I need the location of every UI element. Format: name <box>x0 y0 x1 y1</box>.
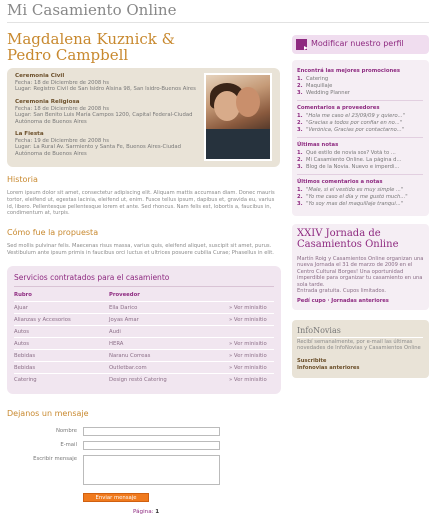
promo-item[interactable]: 1. Catering <box>297 76 329 82</box>
infonovias-divider <box>297 337 423 338</box>
note-item[interactable]: 3. Blog de la Novia. Nuevo e imperdi... <box>297 164 400 170</box>
pagination-label: Página: <box>133 509 154 515</box>
table-row <box>14 325 274 337</box>
jornada-entry: Entrada gratuita. Cupos limitados. <box>297 288 387 295</box>
notes-heading[interactable]: Últimas notas <box>297 142 339 148</box>
table-row <box>14 349 274 361</box>
message-field[interactable] <box>83 455 220 485</box>
couple-name-line2: Pedro Campbell <box>7 46 129 64</box>
minisitio-link[interactable]: » Ver minisitio <box>229 317 267 323</box>
infonovias-text: Recibí semanalmente, por e-mail las últimas novedades de InfoNovias y Casamientos Online <box>297 339 421 352</box>
events-panel <box>7 68 280 167</box>
event-title: Ceremonia Civil <box>15 73 65 79</box>
page-number[interactable]: 1 <box>155 509 160 515</box>
email-label: E-mail <box>60 442 77 448</box>
infonovias-links <box>297 358 360 372</box>
site-title[interactable]: Mi Casamiento Online <box>7 1 177 19</box>
pagination <box>133 509 159 515</box>
event-religiosa <box>15 99 192 126</box>
rubro-cell: Alianzas y Accesorios <box>14 317 71 323</box>
rubro-cell: Bebidas <box>14 353 36 359</box>
sidebar-divider <box>297 100 423 101</box>
jornada-title[interactable]: XXIV Jornada de Casamientos Online <box>297 228 399 250</box>
link-separator: · <box>325 298 332 304</box>
comment-item[interactable]: 1. "Hola me caso el 23/09/09 y quiero..." <box>297 113 405 119</box>
name-field[interactable] <box>83 427 220 436</box>
promo-item[interactable]: 3. Wedding Planner <box>297 90 350 96</box>
propuesta-heading: Cómo fue la propuesta <box>7 228 99 237</box>
col-proveedor-header: Proveedor <box>109 292 140 298</box>
note-comments-heading[interactable]: Últimos comentarios a notas <box>297 179 383 185</box>
couple-name <box>7 31 207 63</box>
event-place-cont: Autónoma de Buenos Aires <box>15 119 87 126</box>
email-field[interactable] <box>83 441 220 450</box>
title-divider <box>7 22 429 23</box>
proveedor-link[interactable]: Outletbar.com <box>109 365 147 371</box>
name-label: Nombre <box>55 428 77 434</box>
proveedor-link[interactable]: Joyas Amar <box>109 317 139 323</box>
note-comment-item[interactable]: 1. "Male, si el vestido es muy simple ..." <box>297 187 404 193</box>
table-row <box>14 373 274 385</box>
play-arrow-icon <box>296 39 307 50</box>
jornada-text: Martín Roig y Casamientos Online organizan una nueva Jornada el 31 de marzo de 2009 en el Centro Cultural Borges! Una oportunidad imperdible para organizar tu casamiento en una sola tarde. Entrada gratuita. Cupos limitados. <box>297 256 424 295</box>
proveedor-link[interactable]: HERA <box>109 341 124 347</box>
historia-heading: Historia <box>7 175 38 184</box>
services-divider <box>14 286 274 287</box>
event-place: Lugar: La Rural Av. Sarmiento y Santa Fe, Buenos Aires-Ciudad <box>15 144 182 151</box>
event-fiesta <box>15 131 181 158</box>
sidebar-divider <box>297 137 423 138</box>
event-date: Fecha: 18 de Diciembre de 2008 hs <box>15 105 110 112</box>
col-rubro-header: Rubro <box>14 292 32 298</box>
note-comment-item[interactable]: 2. "Yo me caso el día y me gustó much..." <box>297 194 408 200</box>
sidebar-activity-panel <box>292 60 429 216</box>
event-place: Lugar: San Benito Luis María Campos 1200, Capital Federal-Ciudad <box>15 112 193 119</box>
event-civil <box>15 73 196 93</box>
rubro-cell: Catering <box>14 377 37 383</box>
message-form-title: Dejanos un mensaje <box>7 409 89 418</box>
event-title: Ceremonia Religiosa <box>15 99 80 105</box>
minisitio-link[interactable]: » Ver minisitio <box>229 305 267 311</box>
rubro-cell: Ajuar <box>14 305 28 311</box>
message-label: Escribir mensaje <box>33 456 77 462</box>
rubro-cell: Autos <box>14 329 30 335</box>
previous-infonovias-link[interactable]: Infonovias anteriores <box>297 365 360 371</box>
event-date: Fecha: 18 de Diciembre de 2008 hs <box>15 79 110 86</box>
note-item[interactable]: 2. Mi Casamiento Online. La página d... <box>297 157 402 163</box>
previous-jornadas-link[interactable]: Jornadas anteriores <box>331 298 389 304</box>
promos-heading[interactable]: Encontrá las mejores promociones <box>297 68 400 74</box>
edit-profile-button[interactable] <box>292 35 429 54</box>
edit-profile-label: Modificar nuestro perfil <box>311 39 404 48</box>
proveedor-link[interactable]: Naranu Correas <box>109 353 151 359</box>
couple-photo <box>204 73 272 161</box>
couple-name-line1: Magdalena Kuznick & <box>7 30 176 48</box>
send-message-button[interactable]: Enviar mensaje <box>83 493 149 502</box>
table-row <box>14 361 274 373</box>
table-row <box>14 337 274 349</box>
rubro-cell: Bebidas <box>14 365 36 371</box>
subscribe-link[interactable]: Suscribite <box>297 358 327 364</box>
comments-heading[interactable]: Comentarios a proveedores <box>297 105 380 111</box>
services-panel <box>7 266 281 394</box>
rubro-cell: Autos <box>14 341 30 347</box>
jornada-links <box>297 298 389 304</box>
proveedor-cell: Audi <box>109 329 121 335</box>
promo-item[interactable]: 2. Maquillaje <box>297 83 333 89</box>
event-place: Lugar: Registro Civil de San Isidro Alsina 98, San Isidro-Buenos Aires <box>15 86 196 93</box>
infonovias-title: InfoNovias <box>297 326 341 335</box>
note-item[interactable]: 1. Qué estilo de novia sos? Votá to ... <box>297 150 396 156</box>
request-spot-link[interactable]: Pedí cupo <box>297 298 326 304</box>
minisitio-link[interactable]: » Ver minisitio <box>229 365 267 371</box>
services-title: Servicios contratados para el casamiento <box>14 273 170 282</box>
infonovias-panel <box>292 320 429 378</box>
event-place-cont: Autónoma de Buenos Aires <box>15 151 87 158</box>
minisitio-link[interactable]: » Ver minisitio <box>229 341 267 347</box>
historia-text: Lorem ipsum dolor sit amet, consectetur adipiscing elit. Aliquam mattis accumsan diam. Donec mauris tortor, eleifend ut, egestas lacinia, eleifend ut, enim. Fusce tellus ipsum, dapibus et, gravida eu, varius id, libero. Pellentesque pellentesque lorem et ante. Sed rhoncus. Nam felis est, lobortis a, faucibus in, condimentum at, turpis. <box>7 190 275 217</box>
table-row <box>14 301 274 313</box>
minisitio-link[interactable]: » Ver minisitio <box>229 377 267 383</box>
proveedor-link[interactable]: Design restó Catering <box>109 377 167 383</box>
propuesta-text: Sed mollis pulvinar felis. Maecenas risus massa, varius quis, eleifend aliquet, suscipit sit amet, purus. Vestibulum ante ipsum primis in faucibus orci luctus et ultrices posuere cubilia Curae; Phasellus in elit. <box>7 243 274 256</box>
sidebar-divider <box>297 174 423 175</box>
comment-item[interactable]: 2. "Gracias a todos por confiar en no..." <box>297 120 403 126</box>
proveedor-link[interactable]: Ella Darico <box>109 305 138 311</box>
event-date: Fecha: 19 de Diciembre de 2008 hs <box>15 137 110 144</box>
jornada-promo-panel <box>292 224 429 310</box>
comment-item[interactable]: 3. "Verónica, Gracias por contactarno..." <box>297 127 405 133</box>
event-title: La Fiesta <box>15 131 44 137</box>
minisitio-link[interactable]: » Ver minisitio <box>229 353 267 359</box>
note-comment-item[interactable]: 3. "Yo soy mas del maquillaje tranqui..." <box>297 201 404 207</box>
table-row <box>14 313 274 325</box>
